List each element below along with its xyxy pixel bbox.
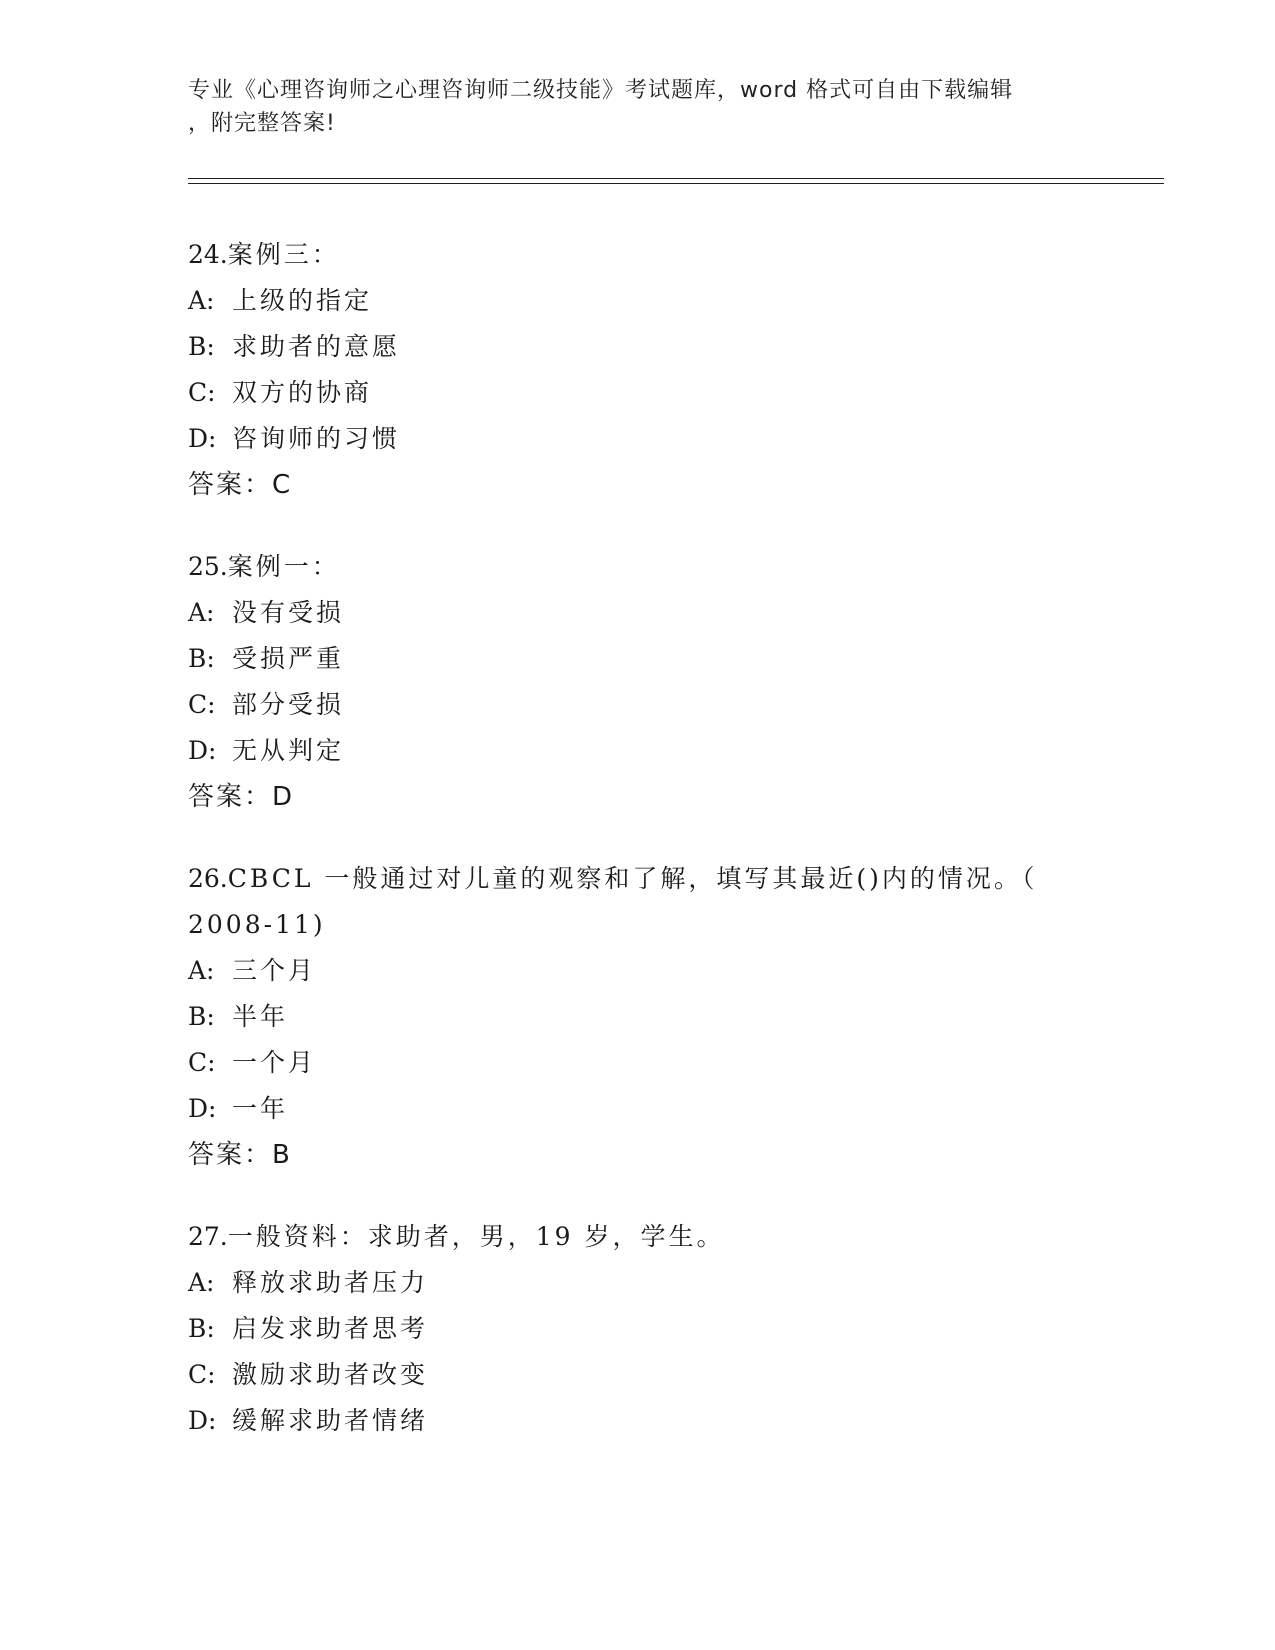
option-letter: C: xyxy=(188,378,216,407)
option-text: 上级的指定 xyxy=(232,286,373,315)
question-number: 24. xyxy=(188,240,228,269)
option-b xyxy=(188,636,1088,682)
option-text: 咨询师的习惯 xyxy=(232,424,401,453)
option-text: 无从判定 xyxy=(232,736,345,765)
question-list xyxy=(188,232,1088,1480)
question-text: 一般资料：求助者，男，19 岁，学生。 xyxy=(227,1222,725,1251)
option-d xyxy=(188,1398,1088,1444)
option-b xyxy=(188,994,1088,1040)
question-27 xyxy=(188,1214,1088,1444)
option-c xyxy=(188,1352,1088,1398)
option-text: 没有受损 xyxy=(232,598,345,627)
option-letter: B: xyxy=(188,1314,215,1343)
option-d xyxy=(188,728,1088,774)
question-text: 案例三： xyxy=(227,240,340,269)
option-text: 半年 xyxy=(232,1002,289,1031)
document-header xyxy=(188,74,1088,140)
option-a xyxy=(188,278,1088,324)
option-letter: D: xyxy=(188,1094,217,1123)
question-26 xyxy=(188,856,1088,1178)
header-divider-bottom xyxy=(188,183,1164,184)
option-a xyxy=(188,590,1088,636)
answer-line: 答案：C xyxy=(188,470,293,500)
option-text: 释放求助者压力 xyxy=(232,1268,429,1297)
option-text: 一个月 xyxy=(232,1048,317,1077)
option-a xyxy=(188,948,1088,994)
question-24 xyxy=(188,232,1088,508)
option-letter: C: xyxy=(188,1360,216,1389)
option-b xyxy=(188,324,1088,370)
answer-line: 答案：D xyxy=(188,782,295,812)
option-letter: D: xyxy=(188,1406,217,1435)
question-text-continued: 2008-11) xyxy=(188,910,326,939)
option-letter: A: xyxy=(188,1268,215,1297)
option-text: 激励求助者改变 xyxy=(232,1360,429,1389)
option-text: 一年 xyxy=(232,1094,289,1123)
question-stem xyxy=(188,544,1088,590)
option-d xyxy=(188,1086,1088,1132)
header-line-1: 专业《心理咨询师之心理咨询师二级技能》考试题库，word 格式可自由下载编辑 xyxy=(188,78,1014,103)
question-number: 27. xyxy=(188,1222,228,1251)
question-stem xyxy=(188,232,1088,278)
question-text: CBCL 一般通过对儿童的观察和了解，填写其最近()内的情况。（ xyxy=(227,864,1038,893)
option-text: 部分受损 xyxy=(232,690,345,719)
option-c xyxy=(188,370,1088,416)
option-b xyxy=(188,1306,1088,1352)
question-number: 26. xyxy=(188,864,228,893)
header-divider-top xyxy=(188,178,1164,179)
option-c xyxy=(188,1040,1088,1086)
question-number: 25. xyxy=(188,552,228,581)
option-d xyxy=(188,416,1088,462)
answer-line: 答案：B xyxy=(188,1140,292,1170)
option-text: 缓解求助者情绪 xyxy=(232,1406,429,1435)
option-letter: D: xyxy=(188,736,217,765)
option-letter: C: xyxy=(188,1048,216,1077)
header-line-2: ，附完整答案! xyxy=(188,111,336,136)
option-a xyxy=(188,1260,1088,1306)
option-letter: C: xyxy=(188,690,216,719)
option-text: 求助者的意愿 xyxy=(232,332,401,361)
option-text: 三个月 xyxy=(232,956,317,985)
option-letter: B: xyxy=(188,644,215,673)
option-text: 启发求助者思考 xyxy=(232,1314,429,1343)
option-letter: B: xyxy=(188,1002,215,1031)
question-25 xyxy=(188,544,1088,820)
option-letter: A: xyxy=(188,598,215,627)
option-text: 双方的协商 xyxy=(232,378,373,407)
option-c xyxy=(188,682,1088,728)
option-text: 受损严重 xyxy=(232,644,345,673)
option-letter: A: xyxy=(188,956,215,985)
option-letter: B: xyxy=(188,332,215,361)
question-text: 案例一： xyxy=(227,552,340,581)
question-stem xyxy=(188,856,1088,902)
option-letter: A: xyxy=(188,286,215,315)
option-letter: D: xyxy=(188,424,217,453)
question-stem xyxy=(188,1214,1088,1260)
